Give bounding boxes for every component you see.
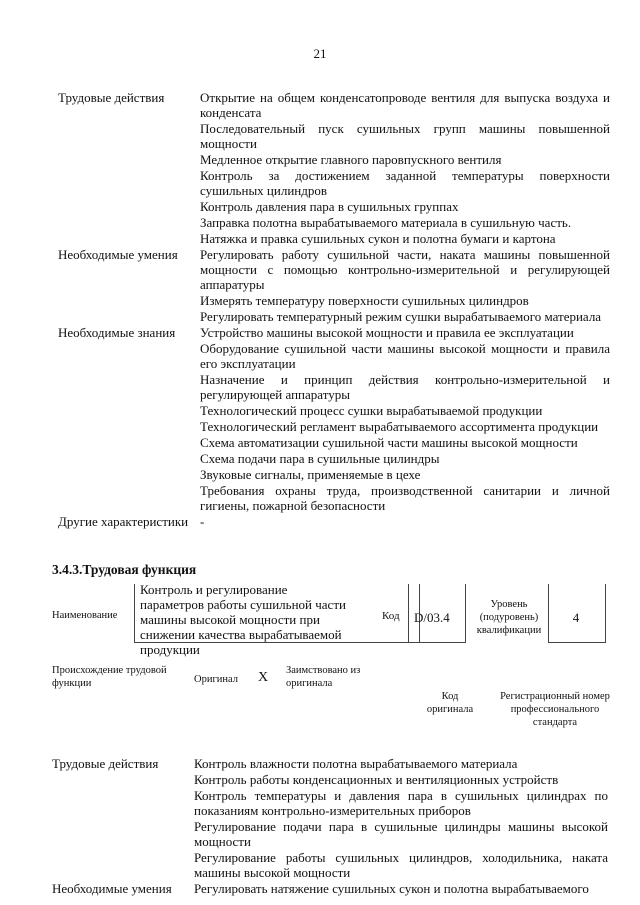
list-item: Регулировать работу сушильной части, наката машины повышенной мощности с помощью контрольно-измерительной и регулирующей аппаратуры [200, 247, 610, 292]
reg-number-label: Регистрационный номер профессионального стандарта [500, 691, 610, 728]
table-row [58, 247, 610, 325]
row-label: Необходимые знания [58, 325, 176, 340]
list-item: Открытие на общем конденсатопроводе вентиля для выпуска воздуха и конденсата [200, 90, 610, 120]
list-item: Технологический регламент вырабатываемого ассортимента продукции [200, 419, 599, 434]
table-row [58, 325, 610, 514]
borrowed-label: Заимствовано из оригинала [286, 665, 361, 689]
list-item: Схема автоматизации сушильной части машины высокой мощности [200, 435, 578, 450]
code-original-label: Код оригинала [426, 691, 474, 715]
row-label: Необходимые умения [58, 247, 178, 262]
origin-label: Происхождение трудовой функции [52, 665, 167, 689]
name-value: Контроль и регулирование параметров работы сушильной части машины высокой мощности при снижении качества вырабатываемой продукции [140, 582, 346, 657]
row-label: Трудовые действия [52, 756, 159, 771]
table-row [52, 881, 608, 897]
list-item: Последовательный пуск сушильных групп машины повышенной мощности [200, 121, 610, 151]
list-item: Измерять температуру поверхности сушильных цилиндров [200, 293, 529, 308]
list-item: Требования охраны труда, производственной санитарии и личной гигиены, пожарной безопасности [200, 483, 610, 513]
section-2-table [52, 756, 608, 897]
row-label: Другие характеристики [58, 514, 189, 529]
row-label: Необходимые умения [52, 881, 172, 896]
list-item: Контроль давления пара в сушильных группах [200, 199, 459, 214]
list-item: Назначение и принцип действия контрольно-измерительной и регулирующей аппаратуры [200, 372, 610, 402]
list-item: Регулирование работы сушильных цилиндров, холодильника, наката машины высокой мощности [194, 850, 608, 880]
row-label: Трудовые действия [58, 90, 165, 105]
name-label: Наименование [52, 610, 118, 621]
list-item: Регулирование подачи пара в сушильные цилиндры машины высокой мощности [194, 819, 608, 849]
list-item: Технологический процесс сушки вырабатываемой продукции [200, 403, 543, 418]
list-item: Контроль работы конденсационных и вентиляционных устройств [194, 772, 559, 787]
code-value: D/03.4 [414, 610, 450, 625]
table-row [52, 756, 608, 881]
function-table [52, 582, 614, 657]
list-item: Регулировать натяжение сушильных сукон и полотна вырабатываемого [194, 881, 589, 896]
list-item: Заправка полотна вырабатываемого материала в сушильную часть. [200, 215, 572, 230]
table-row [58, 90, 610, 247]
origin-block [52, 664, 614, 744]
original-label: Оригинал [194, 674, 238, 685]
list-item: Звуковые сигналы, применяемые в цехе [200, 467, 421, 482]
function-heading: 3.4.3.Трудовая функция [52, 562, 197, 577]
list-item: Контроль температуры и давления пара в сушильных цилиндрах по показаниям контрольно-измерительных приборов [194, 788, 608, 818]
section-1-table [58, 90, 610, 530]
list-item: Схема подачи пара в сушильные цилиндры [200, 451, 440, 466]
level-label: Уровень (подуровень) квалификации [476, 599, 542, 636]
list-item: Контроль за достижением заданной температуры поверхности сушильных цилиндров [200, 168, 610, 198]
page-number: 21 [313, 46, 327, 61]
list-item: - [200, 514, 205, 529]
list-item: Контроль влажности полотна вырабатываемого материала [194, 756, 518, 771]
list-item: Устройство машины высокой мощности и правила ее эксплуатации [200, 325, 574, 340]
code-label: Код [382, 610, 400, 622]
list-item: Натяжка и правка сушильных сукон и полотна бумаги и картона [200, 231, 556, 246]
list-item: Регулировать температурный режим сушки вырабатываемого материала [200, 309, 602, 324]
list-item: Медленное открытие главного паровпускного вентиля [200, 152, 502, 167]
level-value: 4 [572, 610, 580, 625]
list-item: Оборудование сушильной части машины высокой мощности и правила его эксплуатации [200, 341, 610, 371]
original-mark: X [258, 670, 269, 685]
table-row [58, 514, 610, 530]
